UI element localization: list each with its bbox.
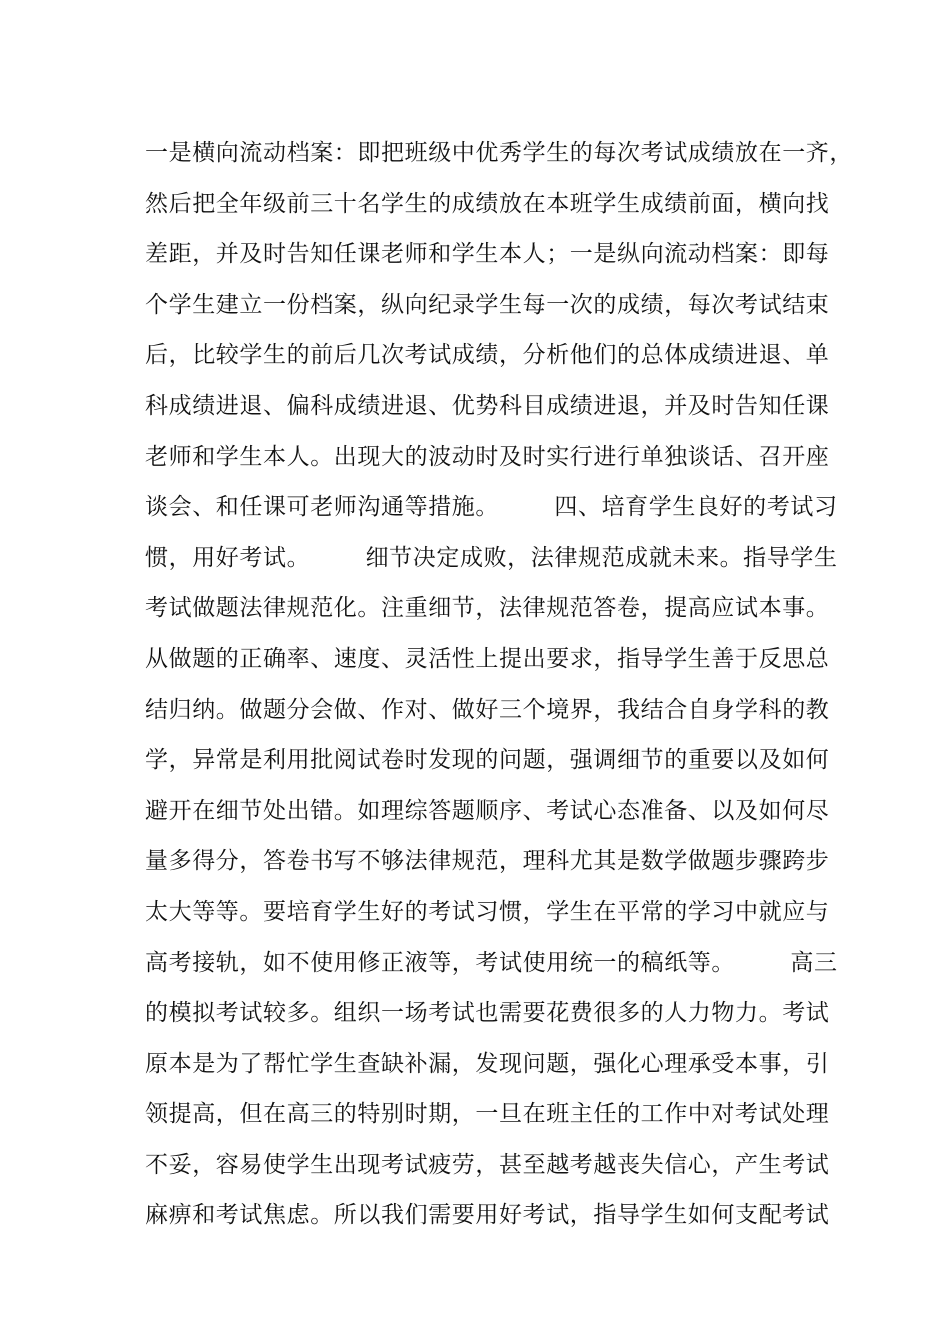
text-line: 科成绩进退、偏科成绩进退、优势科目成绩进退，并及时告知任课 <box>145 392 830 419</box>
text-line: 避开在细节处出错。如理综答题顺序、考试心态准备、以及如何尽 <box>145 797 830 824</box>
text-line: 惯，用好考试。 细节决定成败，法律规范成就未来。指导学生 <box>145 544 838 571</box>
text-line: 结归纳。做题分会做、作对、做好三个境界，我结合自身学科的教 <box>145 696 830 723</box>
body-text <box>145 128 853 1241</box>
text-line: 的模拟考试较多。组织一场考试也需要花费很多的人力物力。考试 <box>145 1000 830 1027</box>
text-line: 老师和学生本人。出现大的波动时及时实行进行单独谈话、召开座 <box>145 443 830 470</box>
text-line: 后，比较学生的前后几次考试成绩，分析他们的总体成绩进退、单 <box>145 342 830 369</box>
text-line: 然后把全年级前三十名学生的成绩放在本班学生成绩前面，横向找 <box>145 190 830 217</box>
text-line: 考试做题法律规范化。注重细节，法律规范答卷，提高应试本事。 <box>145 595 830 622</box>
text-line: 原本是为了帮忙学生查缺补漏，发现问题，强化心理承受本事，引 <box>145 1050 830 1077</box>
text-line: 学，异常是利用批阅试卷时发现的问题，强调细节的重要以及如何 <box>145 747 830 774</box>
text-line: 从做题的正确率、速度、灵活性上提出要求，指导学生善于反思总 <box>145 645 830 672</box>
text-line: 差距，并及时告知任课老师和学生本人；一是纵向流动档案：即每 <box>145 241 830 268</box>
text-line: 个学生建立一份档案，纵向纪录学生每一次的成绩，每次考试结束 <box>145 291 830 318</box>
text-line: 不妥，容易使学生出现考试疲劳，甚至越考越丧失信心，产生考试 <box>145 1151 830 1178</box>
text-line: 麻痹和考试焦虑。所以我们需要用好考试，指导学生如何支配考试 <box>145 1202 830 1229</box>
text-line: 量多得分，答卷书写不够法律规范，理科尤其是数学做题步骤跨步 <box>145 848 830 875</box>
text-line: 太大等等。要培育学生好的考试习惯，学生在平常的学习中就应与 <box>145 898 830 925</box>
text-line: 一是横向流动档案：即把班级中优秀学生的每次考试成绩放在一齐， <box>145 140 853 166</box>
text-line: 高考接轨，如不使用修正液等，考试使用统一的稿纸等。 高三 <box>145 949 838 976</box>
text-line: 谈会、和任课可老师沟通等措施。 四、培育学生良好的考试习 <box>145 494 838 521</box>
text-line: 领提高，但在高三的特别时期，一旦在班主任的工作中对考试处理 <box>145 1101 830 1128</box>
